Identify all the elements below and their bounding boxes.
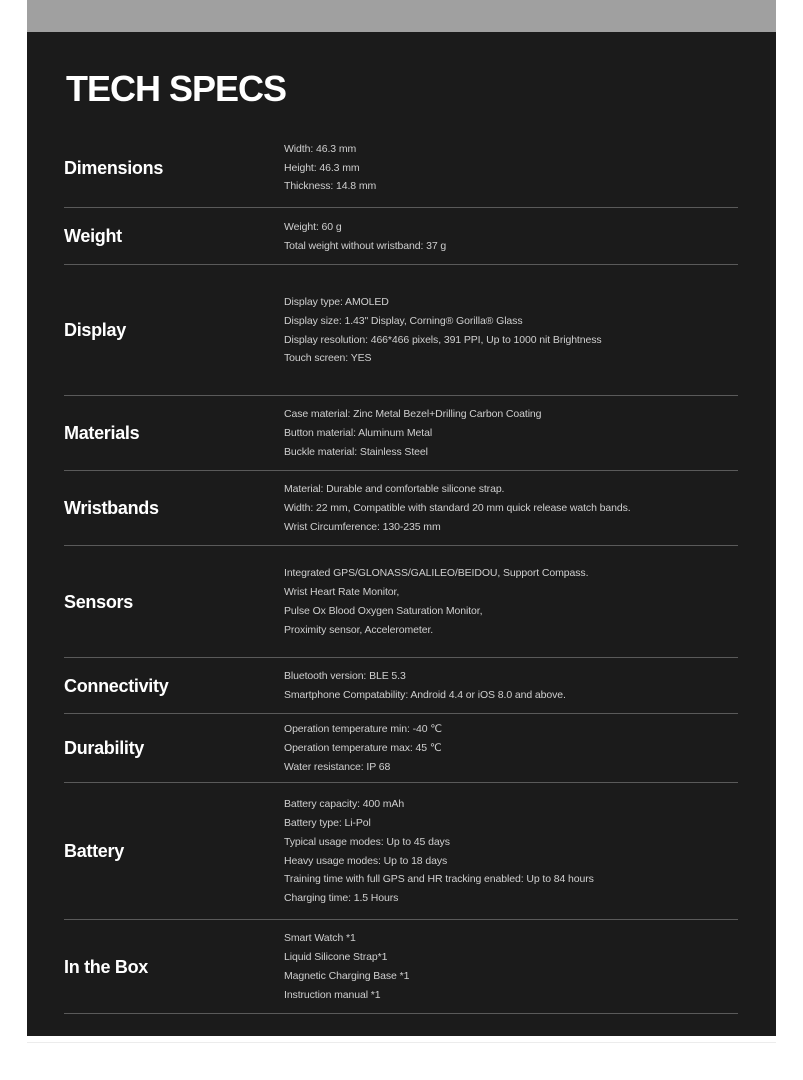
spec-row-sensors — [64, 546, 738, 658]
spec-row-weight — [64, 208, 738, 265]
spec-label: In the Box — [64, 956, 149, 977]
spec-values — [284, 471, 631, 546]
spec-value: Display type: AMOLED — [284, 295, 389, 308]
spec-value: Smartphone Compatability: Android 4.4 or iOS 8.0 and above. — [284, 689, 566, 701]
spec-row-durability — [64, 714, 738, 783]
spec-value: Pulse Ox Blood Oxygen Saturation Monitor, — [284, 605, 483, 617]
spec-label: Wristbands — [64, 498, 159, 518]
spec-values — [284, 920, 409, 1014]
spec-value: Water resistance: IP 68 — [284, 760, 391, 773]
spec-values — [284, 658, 566, 714]
spec-value: Buckle material: Stainless Steel — [284, 445, 428, 458]
spec-value: Operation temperature max: 45 ℃ — [284, 742, 442, 755]
spec-value: Touch screen: YES — [284, 352, 372, 365]
spec-values — [284, 783, 594, 920]
spec-values — [284, 265, 602, 396]
spec-label: Materials — [64, 423, 140, 443]
spec-values — [284, 396, 541, 471]
spec-label: Durability — [64, 738, 145, 758]
spec-value: Typical usage modes: Up to 45 days — [284, 835, 450, 848]
spec-value: Bluetooth version: BLE 5.3 — [284, 670, 406, 683]
spec-value: Battery capacity: 400 mAh — [284, 798, 405, 811]
spec-label: Connectivity — [64, 675, 169, 696]
spec-value: Heavy usage modes: Up to 18 days — [284, 854, 448, 867]
spec-value: Training time with full GPS and HR tracking enabled: Up to 84 hours — [284, 873, 594, 886]
spec-value: Total weight without wristband: 37 g — [284, 239, 447, 252]
bottom-divider — [27, 1042, 776, 1043]
spec-value: Display resolution: 466*466 pixels, 391 PPI, Up to 1000 nit Brightness — [284, 333, 602, 346]
spec-value: Display size: 1.43" Display, Corning® Gorilla® Glass — [284, 314, 523, 327]
spec-row-display — [64, 265, 738, 396]
spec-value: Smart Watch *1 — [284, 932, 356, 945]
spec-row-dimensions — [64, 128, 738, 208]
spec-value: Integrated GPS/GLONASS/GALILEO/BEIDOU, Support Compass. — [284, 567, 589, 580]
spec-value: Case material: Zinc Metal Bezel+Drilling Carbon Coating — [284, 408, 542, 421]
spec-value: Wrist Heart Rate Monitor, — [284, 586, 400, 599]
spec-value: Weight: 60 g — [284, 220, 342, 233]
spec-value: Wrist Circumference: 130-235 mm — [284, 520, 441, 533]
spec-value: Width: 22 mm, Compatible with standard 20 mm quick release watch bands. — [284, 502, 631, 515]
spec-value: Button material: Aluminum Metal — [284, 427, 433, 440]
spec-value: Magnetic Charging Base *1 — [284, 970, 410, 982]
spec-label: Dimensions — [64, 157, 164, 178]
spec-value: Material: Durable and comfortable silicone strap. — [284, 483, 505, 496]
spec-value: Proximity sensor, Accelerometer. — [284, 623, 434, 636]
spec-value: Operation temperature min: -40 ℃ — [284, 723, 442, 736]
spec-values — [284, 208, 446, 265]
top-banner — [27, 0, 776, 32]
spec-label: Battery — [64, 841, 124, 861]
spec-value: Battery type: Li-Pol — [284, 816, 371, 829]
spec-row-wristbands — [64, 471, 738, 546]
spec-row-battery — [64, 783, 738, 920]
row-divider — [64, 1013, 738, 1014]
spec-values — [284, 128, 376, 208]
spec-values — [284, 546, 588, 658]
spec-values — [284, 714, 442, 783]
spec-value: Height: 46.3 mm — [284, 161, 360, 174]
page-title: TECH SPECS — [66, 68, 287, 109]
spec-label: Display — [64, 320, 126, 340]
spec-label: Weight — [64, 226, 122, 246]
spec-label: Sensors — [64, 591, 133, 612]
spec-value: Charging time: 1.5 Hours — [284, 892, 399, 905]
spec-value: Width: 46.3 mm — [284, 142, 357, 155]
spec-row-materials — [64, 396, 738, 471]
spec-value: Thickness: 14.8 mm — [284, 180, 377, 193]
spec-row-connectivity — [64, 658, 738, 714]
spec-value: Liquid Silicone Strap*1 — [284, 951, 388, 964]
spec-value: Instruction manual *1 — [284, 988, 381, 1001]
spec-row-in-the-box — [64, 920, 738, 1014]
